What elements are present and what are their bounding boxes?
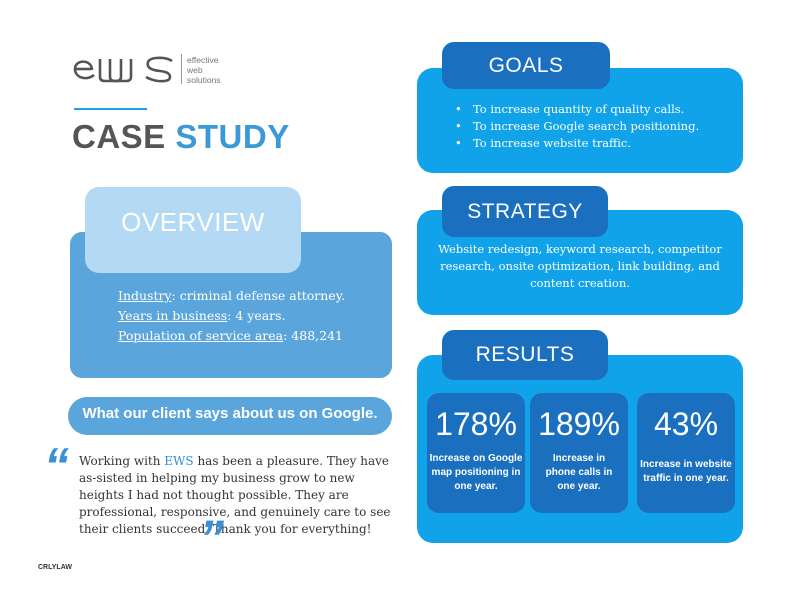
goal-item: • To increase quantity of quality calls. — [455, 101, 699, 118]
overview-item-population: Population of service area: 488,241 — [118, 328, 344, 343]
result-stat-value-3: 43% — [653, 406, 719, 442]
goals-list — [455, 101, 699, 152]
footer-label: CRLYLAW — [38, 564, 72, 571]
logo-tagline: effective web solutions — [187, 55, 221, 85]
result-stat-value-1: 178% — [435, 406, 517, 442]
logo-divider — [181, 54, 182, 84]
goal-item: • To increase website traffic. — [455, 135, 699, 152]
ews-logo — [72, 52, 242, 88]
overview-item-industry: Industry: criminal defense attorney. — [118, 288, 346, 303]
open-quote-icon: “ — [44, 438, 63, 494]
result-stat-label-2: Increase in phone calls in one year. — [545, 453, 613, 492]
close-quote-icon: ” — [199, 510, 218, 566]
result-stat-label-1: Increase on Google map positioning in one year. — [429, 453, 523, 492]
result-stat-value-2: 189% — [538, 406, 620, 442]
strategy-text: Website redesign, keyword research, competitor research, onsite optimization, link building, and content creation. — [438, 242, 722, 290]
testimonial-text: Working with EWS has been a pleasure. They have as-sisted in helping my business grow to new heights I had not thought possible. They are professional, responsive, and genuinely care to see their clients succeed. Thank you for everything! — [79, 454, 391, 536]
strategy-title: STRATEGY — [442, 186, 608, 237]
quote-banner-text: What our client says about us on Google. — [82, 405, 378, 422]
goal-item: • To increase Google search positioning. — [455, 118, 699, 135]
ews-logo-mark — [72, 52, 178, 84]
goals-title: GOALS — [442, 42, 610, 89]
overview-item-years: Years in business: 4 years. — [118, 308, 286, 323]
overview-title: OVERVIEW — [121, 207, 265, 237]
results-title: RESULTS — [442, 330, 608, 380]
overview-list — [118, 286, 345, 346]
result-stat-label-3: Increase in website traffic in one year. — [640, 459, 732, 484]
title-accent-line — [74, 108, 147, 110]
page-title: CASE STUDY — [72, 118, 290, 155]
